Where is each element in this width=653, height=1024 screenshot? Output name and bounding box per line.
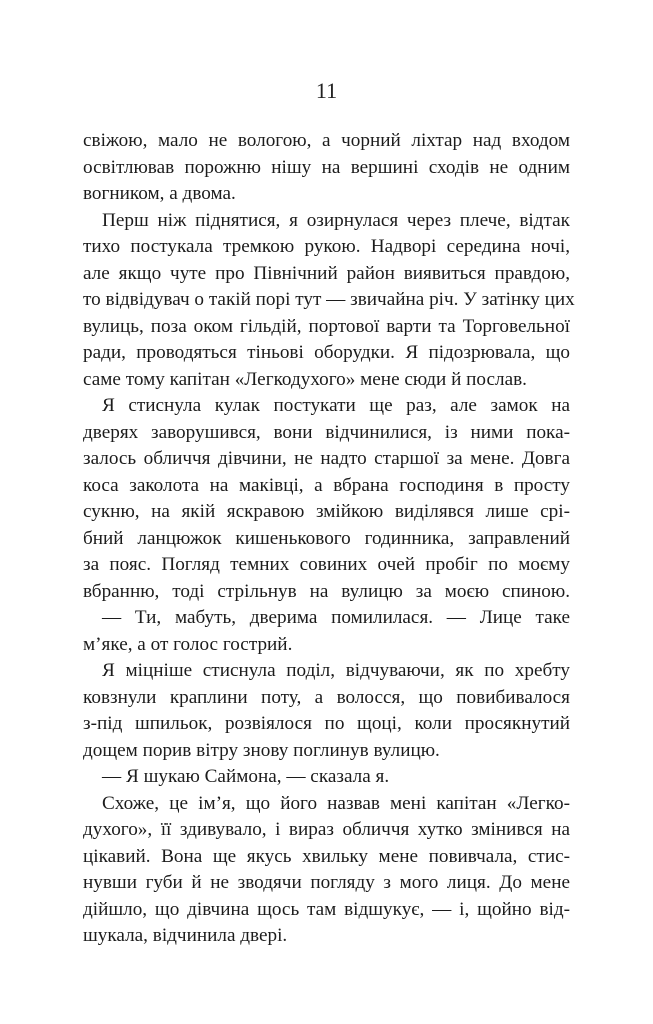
text-line: — Я шукаю Саймона, — сказала я. <box>102 766 390 787</box>
text-line: вогником, а двома. <box>83 183 236 204</box>
text-line: вбранню, тоді стрільнув на вулицю за моєю спиною. <box>83 580 570 602</box>
text-line: з-під шпильок, розвіялося по щоці, коли просякнутий <box>83 713 570 734</box>
text-line: сукню, на якій яскравою змійкою виділявся лише срі- <box>83 501 570 522</box>
body-text <box>83 128 575 950</box>
text-line: бний ланцюжок кишенькового годинника, заправлений <box>83 527 570 549</box>
text-line: ковзнули краплини поту, а волосся, що повибивалося <box>83 686 570 708</box>
text-line: свіжою, мало не вологою, а чорний ліхтар над входом <box>83 130 570 151</box>
text-line: Схоже, це ім’я, що його назвав мені капітан «Легко- <box>102 792 570 814</box>
text-line: духого», її здивувало, і вираз обличчя хутко змінився на <box>83 819 570 840</box>
text-line: ради, проводяться тіньові оборудки. Я підозрювала, що <box>83 342 570 363</box>
text-line: Я стиснула кулак постукати ще раз, але замок на <box>102 395 570 416</box>
text-line: освітлював порожню нішу на вершині сходів не одним <box>83 156 570 178</box>
text-line: Перш ніж піднятися, я озирнулася через плече, відтак <box>102 209 570 231</box>
text-line: але якщо чуте про Північний район виявиться правдою, <box>83 262 570 284</box>
text-line: за пояс. Погляд темних совиних очей пробіг по моєму <box>83 554 570 575</box>
text-line: тихо постукала тремкою рукою. Надворі середина ночі, <box>83 236 570 257</box>
text-line: дійшло, що дівчина щось там відшукує, — і, щойно від- <box>83 898 570 920</box>
text-line: саме тому капітан «Легкодухого» мене сюди й послав. <box>83 368 527 390</box>
text-line: залось обличчя дівчини, не надто старшої за мене. Довга <box>83 448 570 469</box>
text-line: — Ти, мабуть, дверима помилилася. — Лице таке <box>102 607 570 628</box>
text-line: дощем порив вітру знову поглинув вулицю. <box>83 739 440 761</box>
text-line: цікавий. Вона ще якусь хвильку мене повивчала, стис- <box>83 845 570 867</box>
text-line: нувши губи й не зводячи погляду з мого лиця. До мене <box>83 872 570 893</box>
text-line: шукала, відчинила двері. <box>83 925 288 946</box>
text-line: дверях заворушився, вони відчинилися, із ними пока- <box>83 421 570 443</box>
text-line: то відвідувач о такій порі тут — звичайна річ. У затінку цих <box>83 289 575 310</box>
page-number: 11 <box>315 78 338 103</box>
text-line: м’яке, а от голос гострий. <box>83 633 293 655</box>
text-line: вулиць, поза оком гільдій, портової варти та Торговельної <box>83 315 570 337</box>
text-line: Я міцніше стиснула поділ, відчуваючи, як по хребту <box>102 660 570 681</box>
text-line: коса заколота на маківці, а вбрана господиня в просту <box>83 474 570 496</box>
